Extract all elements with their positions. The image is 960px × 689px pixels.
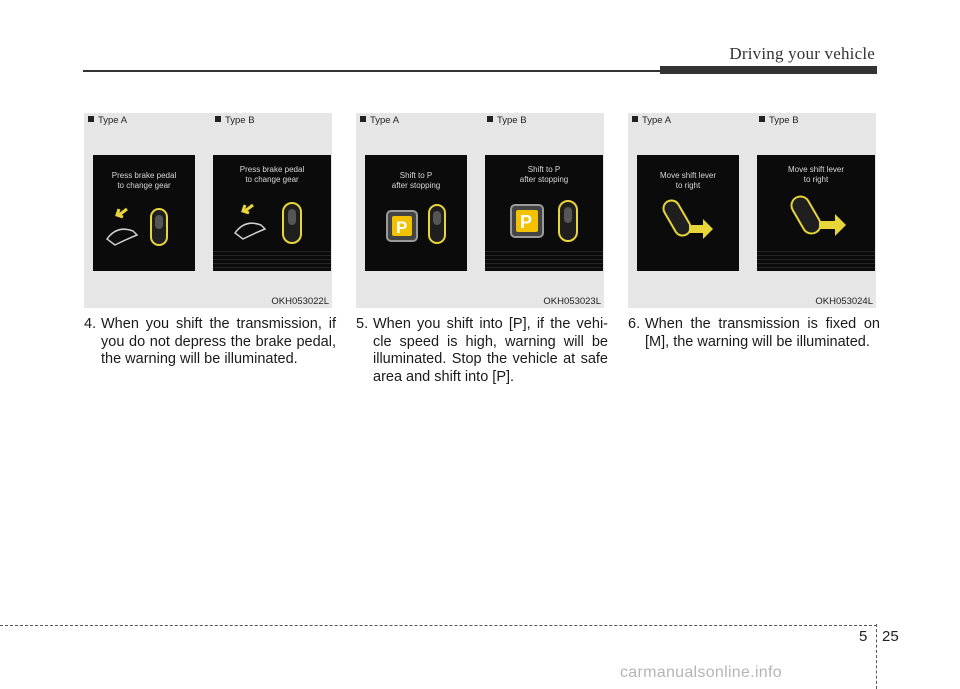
park-p-shift-lever-icon	[485, 195, 603, 265]
type-b-label: Type B	[497, 115, 527, 126]
bullet-square-icon	[759, 116, 765, 122]
item-text: When the transmission is fixed on [M], the warning will be illuminated.	[645, 316, 880, 350]
bullet-square-icon	[487, 116, 493, 122]
type-a-label: Type A	[370, 115, 400, 126]
shift-lever-right-arrow-icon	[757, 195, 875, 265]
header-rule	[83, 70, 660, 72]
bullet-square-icon	[215, 116, 221, 122]
panel-type-b	[211, 113, 332, 308]
description-item	[356, 316, 608, 386]
bullet-square-icon	[632, 116, 638, 122]
header-rule-accent	[660, 66, 877, 74]
cluster-display	[485, 155, 603, 271]
item-number: 4.	[84, 316, 97, 332]
brake-pedal-shift-lever-icon	[213, 195, 331, 265]
item-number: 6.	[628, 316, 641, 332]
type-b-label: Type B	[769, 115, 799, 126]
panel-type-a	[628, 113, 749, 308]
svg-text:P: P	[520, 212, 533, 232]
watermark-link[interactable]: carmanualsonline.info	[620, 664, 782, 681]
description-item	[84, 316, 336, 369]
warning-message: Move shift lever to right	[787, 165, 845, 184]
cluster-display	[637, 155, 739, 271]
page-number: 25	[882, 628, 899, 645]
figure-move-shift-lever-warning	[628, 113, 876, 308]
warning-message: Shift to P after stopping	[391, 171, 441, 190]
figure-code: OKH053022L	[271, 296, 329, 307]
footer-rule	[0, 625, 877, 626]
bullet-square-icon	[360, 116, 366, 122]
warning-message: Press brake pedal to change gear	[111, 171, 177, 190]
panel-type-b	[755, 113, 876, 308]
page-header-title: Driving your vehicle	[729, 44, 875, 63]
warning-message: Move shift lever to right	[659, 171, 717, 190]
warning-message: Shift to P after stopping	[519, 165, 569, 184]
cluster-display	[365, 155, 467, 271]
figure-code: OKH053023L	[543, 296, 601, 307]
item-number: 5.	[356, 316, 369, 332]
shift-lever-right-arrow-icon	[637, 195, 739, 265]
chapter-number: 5	[859, 628, 868, 645]
page-number-separator	[876, 624, 877, 689]
cluster-display	[757, 155, 875, 271]
warning-message: Press brake pedal to change gear	[239, 165, 305, 184]
panel-type-a	[84, 113, 205, 308]
description-item	[628, 316, 880, 351]
type-b-label: Type B	[225, 115, 255, 126]
item-text: When you shift into [P], if the vehi-cle speed is high, warning will be illuminated. Stop the vehicle at safe area and shift into [P].	[373, 316, 608, 385]
bullet-square-icon	[88, 116, 94, 122]
park-p-shift-lever-icon	[365, 195, 467, 265]
type-a-label: Type A	[642, 115, 672, 126]
panel-type-b	[483, 113, 604, 308]
brake-pedal-shift-lever-icon	[93, 195, 195, 265]
item-text: When you shift the transmission, if you do not depress the brake pedal, the warning will be illuminated.	[101, 316, 336, 367]
cluster-display	[93, 155, 195, 271]
cluster-display	[213, 155, 331, 271]
panel-type-a	[356, 113, 477, 308]
svg-text:P: P	[396, 218, 408, 237]
type-a-label: Type A	[98, 115, 128, 126]
figure-brake-pedal-warning	[84, 113, 332, 308]
figure-code: OKH053024L	[815, 296, 873, 307]
figure-shift-to-p-warning	[356, 113, 604, 308]
